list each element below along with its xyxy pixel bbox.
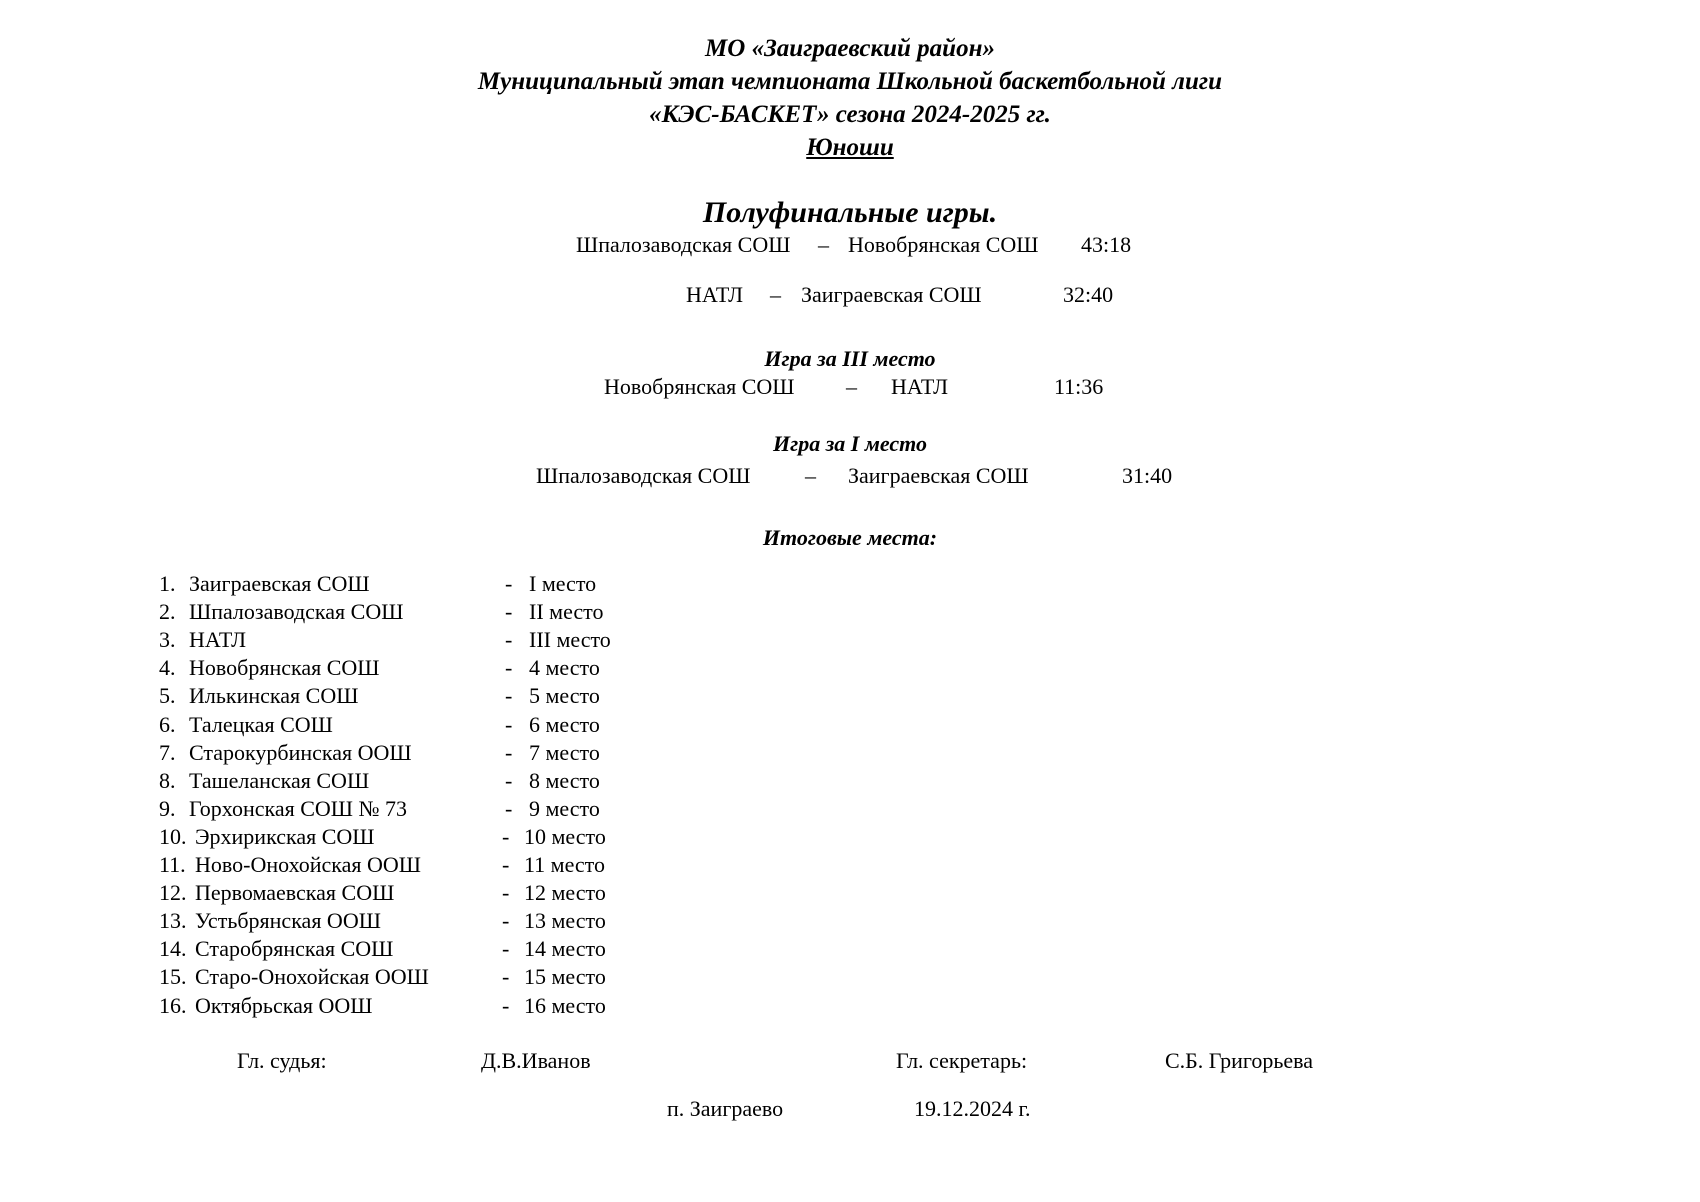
- standings-rank: 16.: [159, 992, 187, 1018]
- semifinal-1-team2: Новобрянская СОШ: [848, 232, 1039, 257]
- standings-place: 16 место: [524, 992, 606, 1018]
- standings-team: Шпалозаводская СОШ: [189, 599, 404, 625]
- standings-place: 7 место: [529, 739, 600, 765]
- standings-dash: -: [505, 739, 513, 765]
- header-line-3: «КЭС-БАСКЕТ» сезона 2024-2025 гг.: [649, 101, 1051, 128]
- standings-place: 8 место: [529, 767, 600, 793]
- standings-team: Новобрянская СОШ: [189, 655, 380, 681]
- semifinals-title: Полуфинальные игры.: [702, 196, 998, 229]
- standings-team: Эрхирикская СОШ: [195, 823, 375, 849]
- footer-date: 19.12.2024 г.: [914, 1096, 1031, 1121]
- standings-team: Старокурбинская ООШ: [189, 739, 412, 765]
- third-place-team1: Новобрянская СОШ: [604, 374, 795, 399]
- standings-place: 9 место: [529, 795, 600, 821]
- standings-dash: -: [502, 992, 510, 1018]
- footer-place: п. Заиграево: [667, 1096, 784, 1121]
- standings-rank: 7.: [159, 739, 176, 765]
- standings-rank: 12.: [159, 880, 187, 906]
- standings-place: 12 место: [524, 880, 606, 906]
- standings-dash: -: [502, 880, 510, 906]
- header-line-2: Муниципальный этап чемпионата Школьной баскетбольной лиги: [477, 68, 1223, 95]
- standings-row: [0, 740, 700, 768]
- standings-row: [0, 571, 700, 599]
- standings-rank: 15.: [159, 964, 187, 990]
- semifinal-2-team1: НАТЛ: [686, 282, 744, 307]
- standings-place: II место: [529, 599, 604, 625]
- semifinal-2-score: 32:40: [1063, 282, 1114, 307]
- first-place-title: Игра за I место: [772, 431, 927, 456]
- standings-team: Ташеланская СОШ: [189, 767, 370, 793]
- standings-place: III место: [529, 627, 611, 653]
- standings-place: 10 место: [524, 823, 606, 849]
- standings-rank: 9.: [159, 795, 176, 821]
- standings-row: [0, 796, 700, 824]
- standings-rank: 5.: [159, 683, 176, 709]
- judge-name: Д.В.Иванов: [481, 1048, 591, 1073]
- standings-rank: 8.: [159, 767, 176, 793]
- standings-dash: -: [505, 711, 513, 737]
- standings-place: 15 место: [524, 964, 606, 990]
- standings-rank: 6.: [159, 711, 176, 737]
- standings-team: Илькинская СОШ: [189, 683, 359, 709]
- standings-rank: 11.: [159, 852, 186, 877]
- standings-row: [0, 683, 700, 711]
- standings-dash: -: [505, 767, 513, 793]
- standings-rank: 3.: [159, 627, 176, 653]
- standings-team: Ново-Онохойская ООШ: [195, 852, 421, 877]
- standings-dash: -: [502, 852, 510, 877]
- standings-row: [0, 993, 700, 1021]
- secretary-name: С.Б. Григорьева: [1165, 1048, 1314, 1073]
- semifinal-1-team1: Шпалозаводская СОШ: [576, 232, 791, 257]
- standings-team: Устьбрянская ООШ: [195, 908, 381, 934]
- standings-row: [0, 599, 700, 627]
- standings-rank: 13.: [159, 908, 187, 934]
- standings-rank: 1.: [159, 571, 176, 596]
- header-line-1: МО «Заиграевский район»: [705, 35, 995, 62]
- standings-place: 14 место: [524, 936, 606, 962]
- header-category-text: Юноши: [806, 134, 894, 161]
- semifinal-1-dash: –: [818, 232, 829, 257]
- standings-row: [0, 824, 700, 852]
- standings-dash: -: [502, 823, 510, 849]
- standings-team: Октябрьская ООШ: [195, 992, 373, 1018]
- semifinal-2-dash: –: [770, 282, 781, 307]
- standings-dash: -: [505, 571, 513, 596]
- standings-team: Заиграевская СОШ: [189, 571, 370, 596]
- standings-place: I место: [529, 571, 597, 596]
- header-category: [0, 131, 1700, 164]
- standings-rank: 14.: [159, 936, 187, 962]
- standings-row: [0, 964, 700, 992]
- standings-place: 13 место: [524, 908, 606, 934]
- semifinal-1-score: 43:18: [1081, 232, 1132, 257]
- standings-dash: -: [502, 936, 510, 962]
- standings-dash: -: [505, 795, 513, 821]
- first-place-dash: –: [805, 463, 816, 488]
- third-place-dash: –: [846, 374, 857, 399]
- standings-row: [0, 768, 700, 796]
- standings-team: Талецкая СОШ: [189, 711, 333, 737]
- standings-place: 4 место: [529, 655, 600, 681]
- standings-dash: -: [502, 964, 510, 990]
- first-place-score: 31:40: [1122, 463, 1173, 488]
- standings-place: 11 место: [524, 852, 606, 877]
- standings-team: НАТЛ: [189, 627, 247, 653]
- third-place-team2: НАТЛ: [891, 374, 949, 399]
- standings-place: 5 место: [529, 683, 600, 709]
- first-place-team1: Шпалозаводская СОШ: [536, 463, 751, 488]
- third-place-score: 11:36: [1054, 374, 1104, 399]
- standings-row: [0, 712, 700, 740]
- semifinal-2-team2: Заиграевская СОШ: [801, 282, 982, 307]
- standings-dash: -: [505, 627, 513, 653]
- standings-dash: -: [505, 655, 513, 681]
- standings-title: Итоговые места:: [762, 525, 938, 550]
- standings-row: [0, 627, 700, 655]
- standings-row: [0, 852, 700, 880]
- standings-row: [0, 655, 700, 683]
- standings-dash: -: [505, 599, 513, 625]
- standings-rank: 4.: [159, 655, 176, 681]
- standings-team: Первомаевская СОШ: [195, 880, 395, 906]
- standings-team: Старобрянская СОШ: [195, 936, 394, 962]
- judge-label: Гл. судья:: [237, 1048, 327, 1073]
- standings-place: 6 место: [529, 711, 600, 737]
- standings-dash: -: [502, 908, 510, 934]
- standings-rank: 10.: [159, 823, 187, 849]
- standings-row: [0, 908, 700, 936]
- standings-row: [0, 936, 700, 964]
- standings-dash: -: [505, 683, 513, 709]
- standings-team: Старо-Онохойская ООШ: [195, 964, 429, 990]
- standings-rank: 2.: [159, 599, 176, 625]
- third-place-title: Игра за III место: [764, 346, 936, 371]
- standings-row: [0, 880, 700, 908]
- first-place-team2: Заиграевская СОШ: [848, 463, 1029, 488]
- standings-team: Горхонская СОШ № 73: [189, 795, 407, 821]
- secretary-label: Гл. секретарь:: [896, 1048, 1028, 1073]
